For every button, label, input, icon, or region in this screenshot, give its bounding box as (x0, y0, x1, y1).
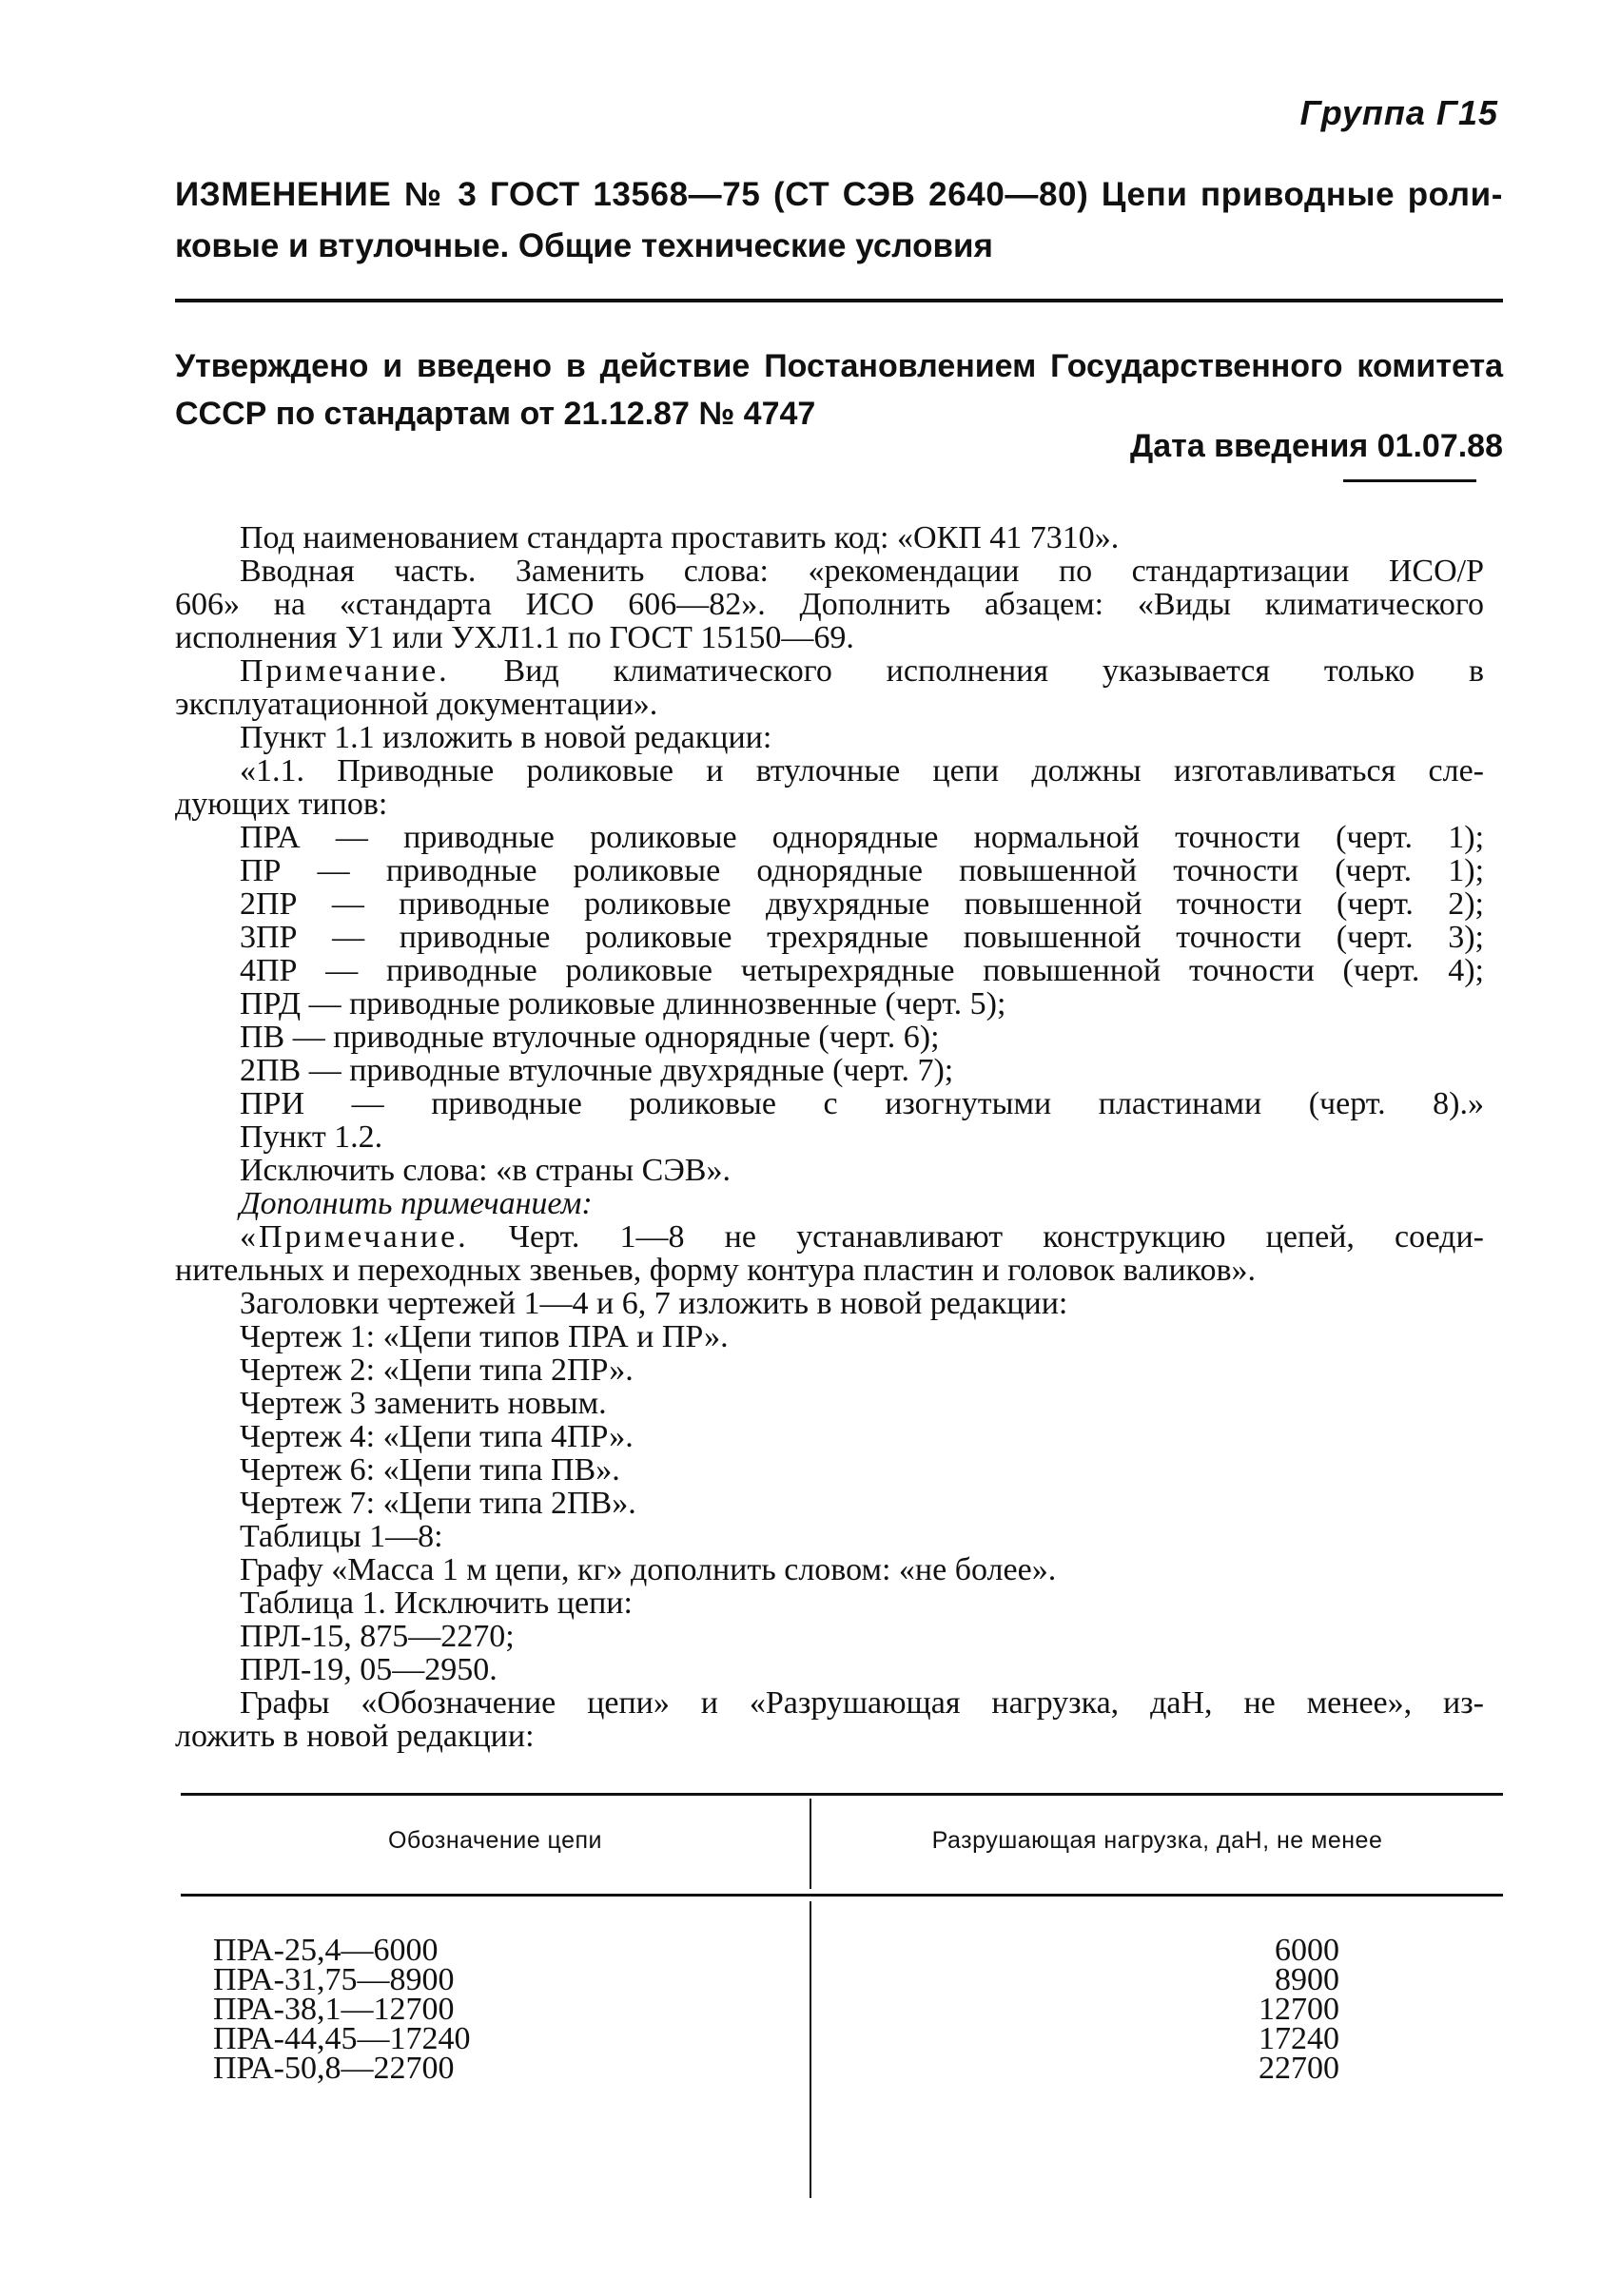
column-header-designation: Обозначение цепи (387, 1827, 602, 1854)
table-body (181, 1933, 1503, 2086)
approval-line-2: СССР по стандартам от 21.12.87 № 4747 (175, 396, 816, 432)
chain-designation: ПРА-31,75—8900 (213, 1962, 455, 1997)
breaking-load: 17240 (1259, 2021, 1339, 2056)
chain-designation: ПРА-50,8—22700 (213, 2051, 455, 2086)
chain-type-code: 4ПР (240, 953, 298, 988)
group-code: Группа Г15 (1299, 93, 1498, 132)
paragraph-continuation: дующих типов: (175, 787, 388, 822)
paragraph: Под наименованием стандарта проставить код: «ОКП 41 7310». (240, 520, 1120, 555)
chain-type-desc: — приводные роликовые однорядные повышенной точности (черт. 1); (317, 853, 1485, 888)
amendment-body (175, 520, 1485, 1754)
chain-type-desc: — приводные роликовые однорядные нормальной точности (черт. 1); (335, 820, 1485, 855)
column-header-breaking-load: Разрушающая нагрузка, даН, не менее (931, 1827, 1383, 1854)
chain-type-desc: — приводные роликовые трехрядные повышенной точности (черт. 3); (332, 920, 1484, 955)
excluded-chain: ПРЛ-19, 05—2950. (240, 1652, 498, 1687)
chain-type-code: ПРА (240, 820, 301, 855)
paragraph: Графу «Масса 1 м цепи, кг» дополнить словом: «не более». (240, 1552, 1057, 1587)
chain-type-item (240, 854, 1484, 887)
note-paragraph (240, 1220, 1484, 1254)
drawing-title-item: Чертеж 3 заменить новым. (240, 1386, 607, 1421)
breaking-load: 22700 (1259, 2051, 1339, 2086)
table-row (181, 1933, 1503, 1968)
note-text: Черт. 1—8 не устанавливают конструкцию цепей, соеди- (508, 1219, 1485, 1255)
table-top-rule (181, 1793, 1503, 1796)
paragraph: «1.1. Приводные роликовые и втулочные цепи должны изготавливаться сле- (240, 753, 1484, 788)
chain-type-item (240, 1021, 1484, 1054)
chain-type-code: ПРД (240, 986, 302, 1022)
chain-designation: ПРА-25,4—6000 (213, 1933, 439, 1968)
drawing-title-item: Чертеж 6: «Цепи типа ПВ». (240, 1452, 620, 1488)
chain-type-item (240, 921, 1484, 954)
excluded-chain: ПРЛ-15, 875—2270; (240, 1619, 515, 1654)
chain-type-item (240, 821, 1484, 854)
chain-type-desc: — приводные роликовые четырехрядные повышенной точности (черт. 4); (325, 953, 1484, 988)
paragraph-continuation: исполнения У1 или УХЛ1.1 по ГОСТ 15150—69. (175, 620, 854, 655)
title-line-2: ковые и втулочные. Общие технические условия (175, 227, 993, 264)
chain-type-code: ПВ (240, 1020, 285, 1055)
drawing-title-item: Чертеж 1: «Цепи типов ПРА и ПР». (240, 1319, 729, 1354)
approval-statement (175, 342, 1503, 438)
note-text: Вид климатического исполнения указывается только в (503, 653, 1484, 689)
chain-type-code: ПР (240, 853, 282, 888)
effective-date: Дата введения 01.07.88 (1130, 428, 1503, 464)
chain-designation: ПРА-44,45—17240 (213, 2021, 471, 2056)
table-row (181, 2051, 1503, 2086)
paragraph: Таблица 1. Исключить цепи: (240, 1586, 633, 1621)
chain-type-desc: — приводные роликовые длиннозвенные (черт. 5); (308, 986, 1006, 1022)
note-label: Примечание. (240, 653, 450, 689)
drawing-title-item: Чертеж 2: «Цепи типа 2ПР». (240, 1352, 634, 1388)
chain-type-item (240, 954, 1484, 987)
note-paragraph (240, 654, 1484, 688)
breaking-load: 12700 (1259, 1992, 1339, 2027)
breaking-load: 8900 (1275, 1962, 1339, 1997)
paragraph-italic: Дополнить примечанием: (240, 1186, 593, 1221)
chain-type-code: 2ПР (240, 886, 298, 922)
drawing-title-item: Чертеж 7: «Цепи типа 2ПВ». (240, 1486, 636, 1521)
paragraph: Пункт 1.1 изложить в новой редакции: (240, 720, 772, 755)
date-underline (1343, 479, 1476, 482)
table-row (181, 1962, 1503, 1997)
chain-type-item (240, 987, 1484, 1021)
amendment-title (175, 169, 1503, 272)
chain-type-item (240, 1087, 1484, 1120)
table-row (181, 1992, 1503, 2027)
chain-type-desc: — приводные втулочные однорядные (черт. 6); (292, 1020, 940, 1055)
title-line-1: ИЗМЕНЕНИЕ № 3 ГОСТ 13568—75 (СТ СЭВ 2640—80) Цепи приводные роли- (175, 176, 1503, 213)
paragraph: Заголовки чертежей 1—4 и 6, 7 изложить в новой редакции: (240, 1286, 1068, 1321)
paragraph-continuation: ложить в новой редакции: (175, 1719, 535, 1754)
chain-type-item (240, 887, 1484, 921)
chain-type-code: 3ПР (240, 920, 298, 955)
paragraph: Исключить слова: «в страны СЭВ». (240, 1153, 731, 1188)
chain-designation: ПРА-38,1—12700 (213, 1992, 455, 2027)
paragraph-continuation: нительных и переходных звеньев, форму контура пластин и головок валиков». (175, 1253, 1257, 1288)
paragraph: Вводная часть. Заменить слова: «рекомендации по стандартизации ИСО/Р (240, 554, 1484, 589)
approval-line-1: Утверждено и введено в действие Постановлением Государственного комитета (175, 348, 1503, 384)
chain-type-desc: — приводные втулочные двухрядные (черт. 7); (308, 1053, 954, 1088)
table-header-rule (181, 1894, 1503, 1897)
paragraph-continuation: 606» на «стандарта ИСО 606—82». Дополнить абзацем: «Виды климатического (175, 587, 1484, 622)
note-label: «Примечание. (240, 1219, 469, 1255)
chain-type-item (240, 1054, 1484, 1087)
title-divider (175, 299, 1503, 302)
breaking-load: 6000 (1275, 1933, 1339, 1968)
table-row (181, 2021, 1503, 2056)
chain-type-desc: — приводные роликовые двухрядные повышенной точности (черт. 2); (331, 886, 1484, 922)
paragraph: Пункт 1.2. (240, 1119, 383, 1155)
chain-type-code: ПРИ (240, 1086, 305, 1121)
paragraph: Таблицы 1—8: (240, 1519, 443, 1554)
chain-type-code: 2ПВ (240, 1053, 302, 1088)
paragraph: Графы «Обозначение цепи» и «Разрушающая нагрузка, даН, не менее», из- (240, 1685, 1484, 1721)
drawing-title-item: Чертеж 4: «Цепи типа 4ПР». (240, 1419, 634, 1454)
paragraph-continuation: эксплуатационной документации». (175, 687, 658, 722)
chain-type-desc: — приводные роликовые с изогнутыми пластинами (черт. 8).» (351, 1086, 1485, 1121)
